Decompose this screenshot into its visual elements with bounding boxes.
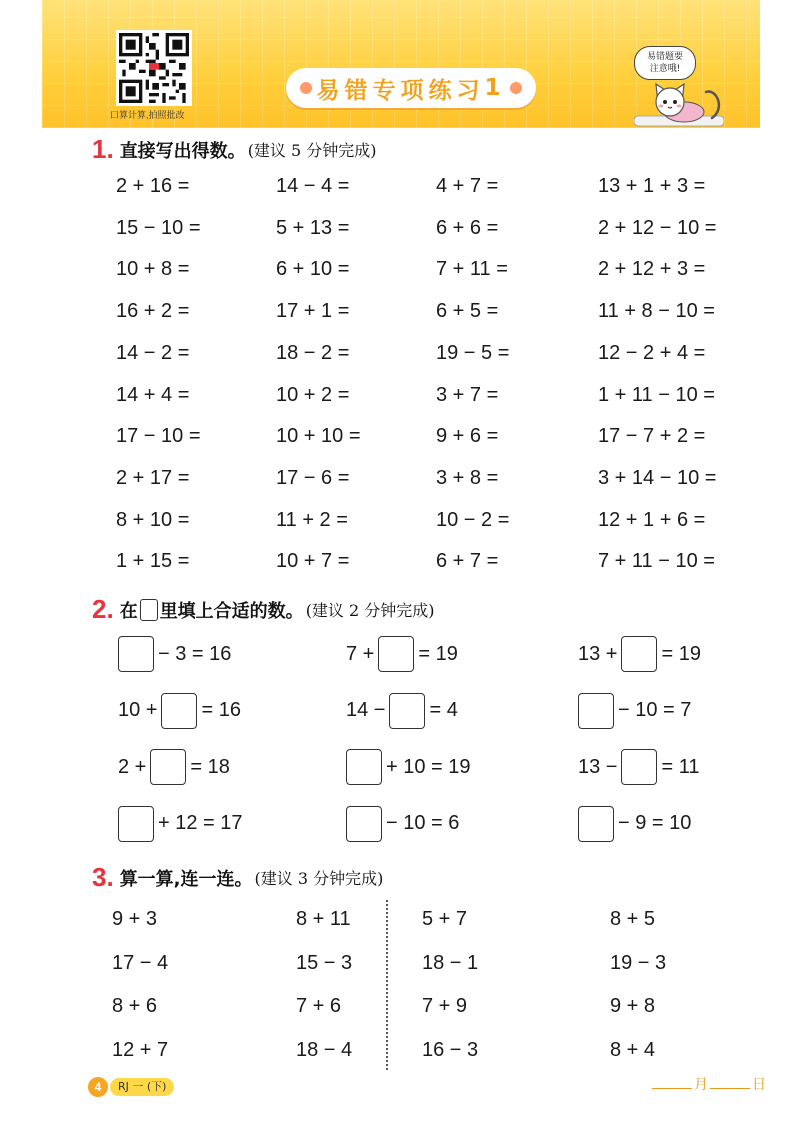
section-3-hint: (建议 3 分钟完成) — [254, 869, 384, 888]
problem-left-part: 7 + — [346, 642, 375, 665]
problem-right-part: = 18 — [190, 755, 230, 778]
arithmetic-problem[interactable]: 6 + 6 = — [436, 216, 499, 239]
answer-box[interactable] — [389, 693, 425, 729]
arithmetic-problem[interactable]: 11 + 8 − 10 = — [598, 300, 715, 323]
problem-right-part: − 9 = 10 — [618, 812, 692, 834]
connect-expression[interactable]: 8 + 11 — [296, 908, 351, 930]
arithmetic-problem[interactable]: 17 + 1 = — [276, 300, 350, 323]
arithmetic-problem[interactable]: 11 + 2 = — [276, 508, 348, 531]
page-title-number: 1 — [484, 75, 506, 101]
fill-in-problem — [578, 749, 699, 785]
arithmetic-problem[interactable]: 6 + 5 = — [436, 300, 499, 323]
connect-expression[interactable]: 18 − 1 — [422, 951, 479, 974]
problem-left-part: 14 − — [346, 699, 386, 721]
arithmetic-problem[interactable]: 7 + 11 = — [436, 258, 508, 281]
problem-left-part: 2 + — [118, 755, 147, 778]
arithmetic-problem[interactable]: 13 + 1 + 3 = — [598, 175, 706, 197]
arithmetic-problem[interactable]: 2 + 12 + 3 = — [598, 258, 706, 281]
section-2-hint: (建议 2 分钟完成) — [305, 601, 435, 620]
arithmetic-problem[interactable]: 17 − 6 = — [276, 466, 350, 489]
arithmetic-problem[interactable]: 18 − 2 = — [276, 341, 350, 364]
connect-expression[interactable]: 18 − 4 — [296, 1038, 353, 1061]
dotted-divider — [386, 900, 388, 1070]
arithmetic-problem[interactable]: 15 − 10 = — [116, 216, 201, 239]
problem-right-part: − 3 = 16 — [158, 642, 232, 665]
page-title: 易错专项练习 — [316, 77, 485, 104]
fill-in-problem — [118, 806, 243, 842]
connect-expression[interactable]: 7 + 9 — [422, 995, 468, 1017]
section-1-number: 1. — [92, 134, 114, 164]
qr-code[interactable] — [116, 30, 192, 106]
arithmetic-problem[interactable]: 1 + 15 = — [116, 550, 190, 573]
arithmetic-problem[interactable]: 17 − 7 + 2 = — [598, 425, 706, 448]
connect-expression[interactable]: 8 + 5 — [610, 908, 656, 930]
answer-box[interactable] — [621, 749, 657, 785]
arithmetic-problem[interactable]: 17 − 10 = — [116, 425, 201, 448]
arithmetic-problem[interactable]: 12 − 2 + 4 = — [598, 341, 706, 364]
connect-expression[interactable]: 12 + 7 — [112, 1038, 169, 1061]
section-2-title — [92, 594, 435, 625]
arithmetic-problem[interactable]: 10 + 10 = — [276, 425, 361, 448]
arithmetic-problem[interactable]: 12 + 1 + 6 = — [598, 508, 706, 531]
problem-left-part: 13 + — [578, 642, 618, 665]
fill-in-problem — [346, 636, 458, 672]
arithmetic-problem[interactable]: 16 + 2 = — [116, 300, 190, 323]
arithmetic-problem[interactable]: 2 + 16 = — [116, 175, 190, 197]
fill-in-problem — [578, 636, 701, 672]
header-banner — [42, 0, 760, 128]
connect-expression[interactable]: 8 + 4 — [610, 1038, 656, 1061]
problem-right-part: = 19 — [418, 642, 458, 665]
bubble-line-1: 易错题要 — [646, 52, 683, 62]
connect-expression[interactable]: 9 + 8 — [610, 995, 656, 1017]
answer-box[interactable] — [118, 636, 154, 672]
fill-in-problem — [346, 806, 459, 842]
day-blank[interactable] — [710, 1088, 750, 1089]
blank-box-icon — [140, 599, 158, 621]
arithmetic-problem[interactable]: 2 + 12 − 10 = — [598, 216, 717, 239]
fill-in-problem — [346, 693, 458, 729]
arithmetic-problem[interactable]: 6 + 7 = — [436, 550, 499, 573]
arithmetic-problem[interactable]: 14 − 2 = — [116, 341, 190, 364]
arithmetic-problem[interactable]: 10 + 7 = — [276, 550, 350, 573]
answer-box[interactable] — [578, 806, 614, 842]
arithmetic-problem[interactable]: 4 + 7 = — [436, 175, 499, 197]
problem-right-part: − 10 = 7 — [618, 699, 692, 721]
connect-expression[interactable]: 19 − 3 — [610, 951, 667, 974]
fill-in-problem — [578, 693, 691, 729]
section-1-title — [92, 134, 377, 165]
bubble-line-2: 注意哦! — [649, 64, 681, 74]
section-3-title — [92, 862, 383, 893]
date-field — [650, 1074, 766, 1094]
arithmetic-problem[interactable]: 10 + 2 = — [276, 383, 350, 406]
problem-right-part: = 16 — [201, 699, 241, 721]
title-dot-right-icon — [510, 82, 522, 94]
cat-mascot-icon — [634, 78, 724, 128]
title-dot-left-icon — [300, 82, 312, 94]
section-3-heading: 算一算,连一连。 — [119, 868, 253, 890]
arithmetic-problem[interactable]: 3 + 8 = — [436, 466, 499, 489]
fill-in-problem — [118, 749, 230, 785]
connect-expression[interactable]: 8 + 6 — [112, 995, 158, 1017]
section-2-number: 2. — [92, 594, 114, 624]
answer-box[interactable] — [621, 636, 657, 672]
page-number: 4 — [88, 1077, 108, 1097]
arithmetic-problem[interactable]: 14 + 4 = — [116, 383, 190, 406]
connect-expression[interactable]: 5 + 7 — [422, 908, 468, 930]
problem-right-part: − 10 = 6 — [386, 812, 460, 834]
fill-in-problem — [578, 806, 691, 842]
qr-caption: 口算计算,拍照批改 — [110, 110, 185, 120]
fill-in-problem — [346, 749, 471, 785]
edition-tag: RJ 一 (下) — [110, 1078, 174, 1096]
month-blank[interactable] — [652, 1088, 692, 1089]
problem-right-part: + 10 = 19 — [386, 755, 471, 778]
problem-right-part: = 19 — [661, 642, 701, 665]
section-3-number: 3. — [92, 862, 114, 892]
arithmetic-problem[interactable]: 7 + 11 − 10 = — [598, 550, 715, 573]
answer-box[interactable] — [118, 806, 154, 842]
answer-box[interactable] — [346, 749, 382, 785]
answer-box[interactable] — [150, 749, 186, 785]
connect-expression[interactable]: 15 − 3 — [296, 951, 353, 974]
answer-box[interactable] — [578, 693, 614, 729]
arithmetic-problem[interactable]: 3 + 14 − 10 = — [598, 466, 717, 489]
arithmetic-problem[interactable]: 10 + 8 = — [116, 258, 190, 281]
answer-box[interactable] — [378, 636, 414, 672]
connect-expression[interactable]: 16 − 3 — [422, 1038, 479, 1061]
arithmetic-problem[interactable]: 14 − 4 = — [276, 175, 350, 197]
problem-right-part: = 11 — [661, 755, 700, 778]
arithmetic-problem[interactable]: 9 + 6 = — [436, 425, 499, 448]
arithmetic-problem[interactable]: 10 − 2 = — [436, 508, 510, 531]
connect-expression[interactable]: 7 + 6 — [296, 995, 342, 1017]
day-label: 日 — [752, 1077, 766, 1093]
problem-right-part: = 4 — [429, 699, 458, 721]
arithmetic-problem[interactable]: 1 + 11 − 10 = — [598, 383, 715, 406]
arithmetic-problem[interactable]: 6 + 10 = — [276, 258, 350, 281]
section-1-heading: 直接写出得数。 — [119, 140, 246, 162]
month-label: 月 — [694, 1077, 708, 1093]
problem-left-part: 13 − — [578, 755, 618, 778]
fill-in-problem — [118, 693, 241, 729]
arithmetic-problem[interactable]: 5 + 13 = — [276, 216, 350, 239]
fill-in-problem — [118, 636, 231, 672]
section-1-hint: (建议 5 分钟完成) — [247, 141, 377, 160]
problem-right-part: + 12 = 17 — [158, 812, 243, 834]
arithmetic-problem[interactable]: 8 + 10 = — [116, 508, 190, 531]
section-2-heading-post: 里填上合适的数。 — [159, 600, 304, 622]
answer-box[interactable] — [161, 693, 197, 729]
connect-expression[interactable]: 9 + 3 — [112, 908, 158, 930]
page-title-banner — [286, 68, 536, 108]
arithmetic-problem[interactable]: 19 − 5 = — [436, 341, 510, 364]
speech-bubble — [634, 46, 696, 80]
answer-box[interactable] — [346, 806, 382, 842]
arithmetic-problem[interactable]: 3 + 7 = — [436, 383, 499, 406]
problem-left-part: 10 + — [118, 699, 158, 721]
section-2-heading-pre: 在 — [119, 600, 138, 622]
arithmetic-problem[interactable]: 2 + 17 = — [116, 466, 190, 489]
qr-code-icon — [119, 33, 189, 103]
connect-expression[interactable]: 17 − 4 — [112, 951, 169, 974]
